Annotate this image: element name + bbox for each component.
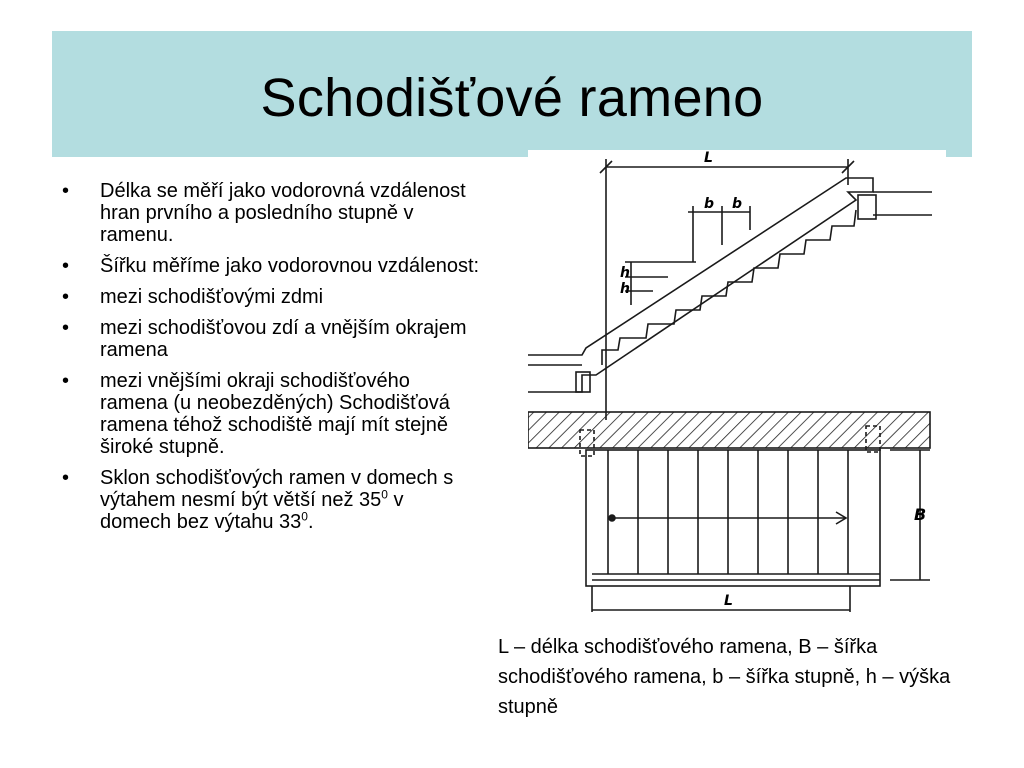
bullet-dot: • (62, 467, 70, 489)
label-h: h (620, 281, 630, 297)
label-b: b (732, 196, 743, 212)
bullet-text: mezi schodišťovými zdmi (100, 286, 324, 308)
stair-slab (528, 178, 873, 392)
bullet-list (60, 180, 480, 542)
bullet-text-part: Sklon schodišťových ramen v domech s výtahem nesmí být větší než 35 (100, 467, 454, 511)
bullet-text-part: . (307, 511, 314, 533)
slide-title: Schodišťové rameno (260, 68, 764, 128)
bullet-text: Délka se měří jako vodorovná vzdálenost hran prvního a posledního stupně v ramenu. (100, 180, 466, 246)
bullet-dot: • (62, 180, 70, 202)
stair-plan (580, 426, 930, 612)
superscript: 0 (301, 509, 308, 524)
label-L: L (704, 150, 713, 166)
stair-elevation (528, 159, 932, 420)
bullet-text: mezi vnějšími okraji schodišťového ramena (u neobezděných) Schodišťová ramena téhož schodiště mají mít stejně široké stupně. (100, 370, 450, 458)
bullet-item (60, 467, 480, 533)
bullet-text-part: v domech bez výtahu 33 (100, 489, 404, 533)
bullet-text: Šířku měříme jako vodorovnou vzdálenost: (100, 255, 480, 277)
bullet-item (60, 317, 480, 361)
bullet-dot: • (62, 317, 70, 339)
bullet-item (60, 286, 480, 308)
stair-steps (602, 210, 856, 365)
bullet-text (100, 467, 453, 533)
bullet-text: mezi schodišťovou zdí a vnějším okrajem ramena (100, 317, 467, 361)
label-b: b (704, 196, 715, 212)
stair-drawing-svg (528, 150, 946, 612)
bullet-dot: • (62, 255, 70, 277)
superscript: 0 (381, 487, 388, 502)
bullet-item (60, 255, 480, 277)
bullet-item (60, 180, 480, 246)
bullet-dot: • (62, 370, 70, 392)
label-B: B (914, 505, 927, 524)
arrow-start (609, 515, 615, 521)
figure-caption: L – délka schodišťového ramena, B – šířka schodišťového ramena, b – šířka stupně, h – výška stupně (498, 636, 951, 718)
bullet-item (60, 370, 480, 458)
title-bar (52, 31, 972, 157)
label-L: L (724, 593, 733, 609)
bullet-dot: • (62, 286, 70, 308)
stair-drawing (528, 150, 946, 612)
label-h: h (620, 265, 630, 281)
